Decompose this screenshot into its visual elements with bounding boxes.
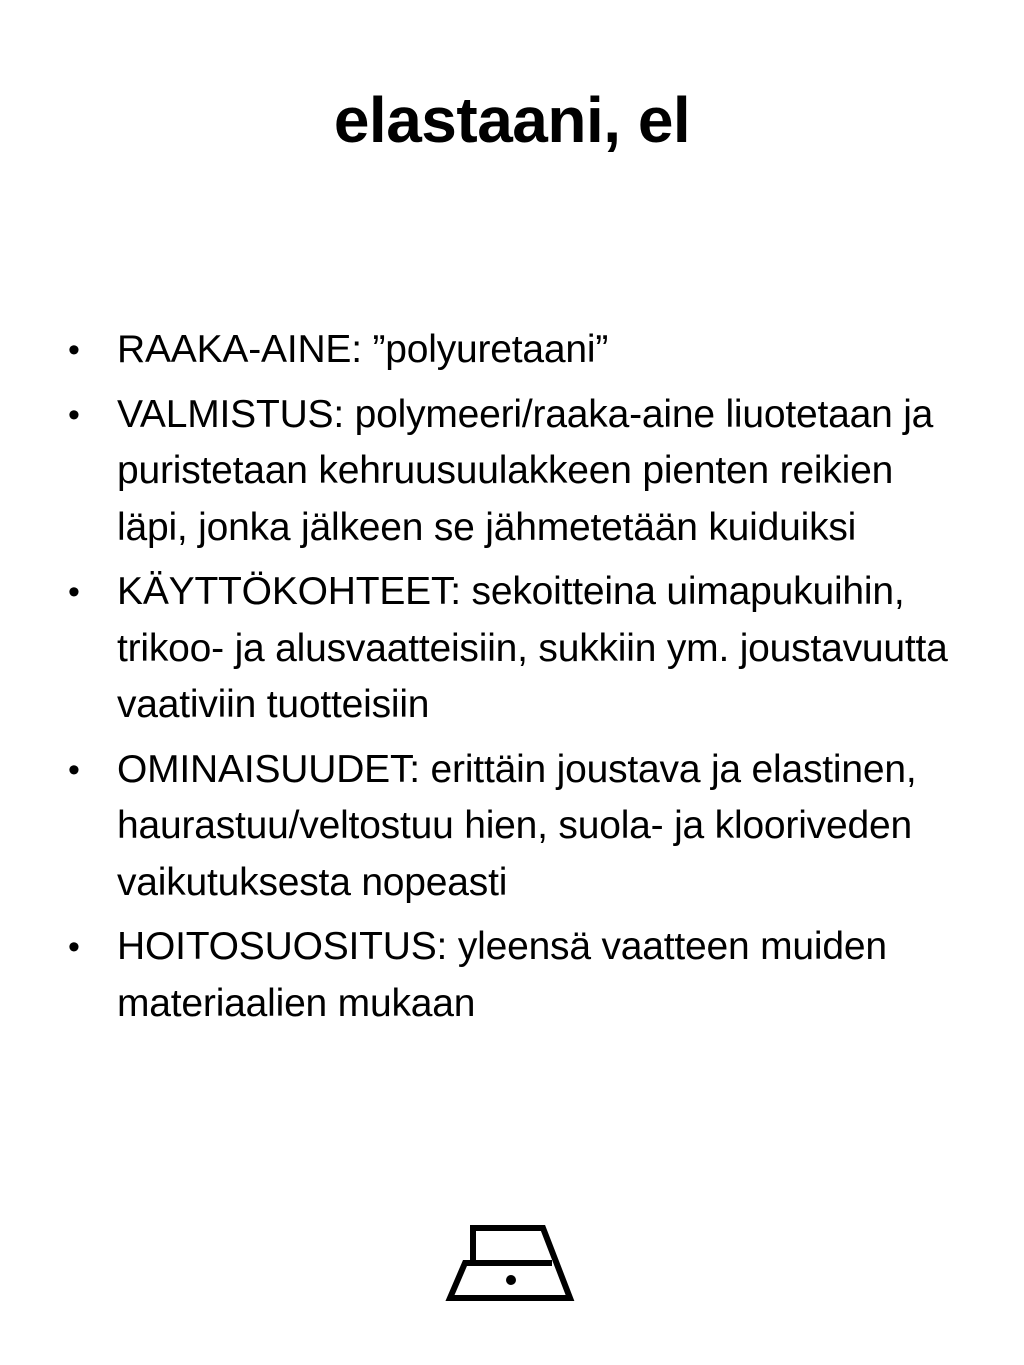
bullet-item: [62, 742, 962, 912]
bullet-text: OMINAISUUDET: erittäin joustava ja elastinen, haurastuu/veltostuu hien, suola- ja klooriveden vaikutuksesta nopeasti: [117, 747, 917, 904]
bullet-item: [62, 387, 962, 557]
bullet-marker: •: [68, 331, 80, 369]
bullet-marker: •: [68, 395, 80, 434]
bullet-text: HOITOSUOSITUS: yleensä vaatteen muiden materiaalien mukaan: [117, 925, 887, 1025]
slide-title: elastaani, el: [333, 84, 691, 156]
bullet-text: RAAKA-AINE: ”polyuretaani”: [117, 328, 609, 371]
iron-one-dot-icon: [440, 1218, 580, 1308]
bullet-marker: •: [68, 750, 80, 789]
bullet-marker: •: [68, 573, 80, 611]
bullet-text: VALMISTUS: polymeeri/raaka-aine liuotetaan ja puristetaan kehruusuulakkeen pienten reikien läpi, jonka jälkeen se jähmetetään kuiduiksi: [117, 392, 934, 549]
bullet-item: [62, 919, 962, 1032]
bullet-list: [62, 322, 962, 1040]
bullet-text: KÄYTTÖKOHTEET: sekoitteina uimapukuihin, trikoo- ja alusvaatteisiin, sukkiin ym. joustavuutta vaativiin tuotteisiin: [117, 570, 948, 726]
bullet-item: [62, 564, 962, 734]
bullet-item: [62, 322, 962, 379]
bullet-marker: •: [68, 928, 80, 966]
